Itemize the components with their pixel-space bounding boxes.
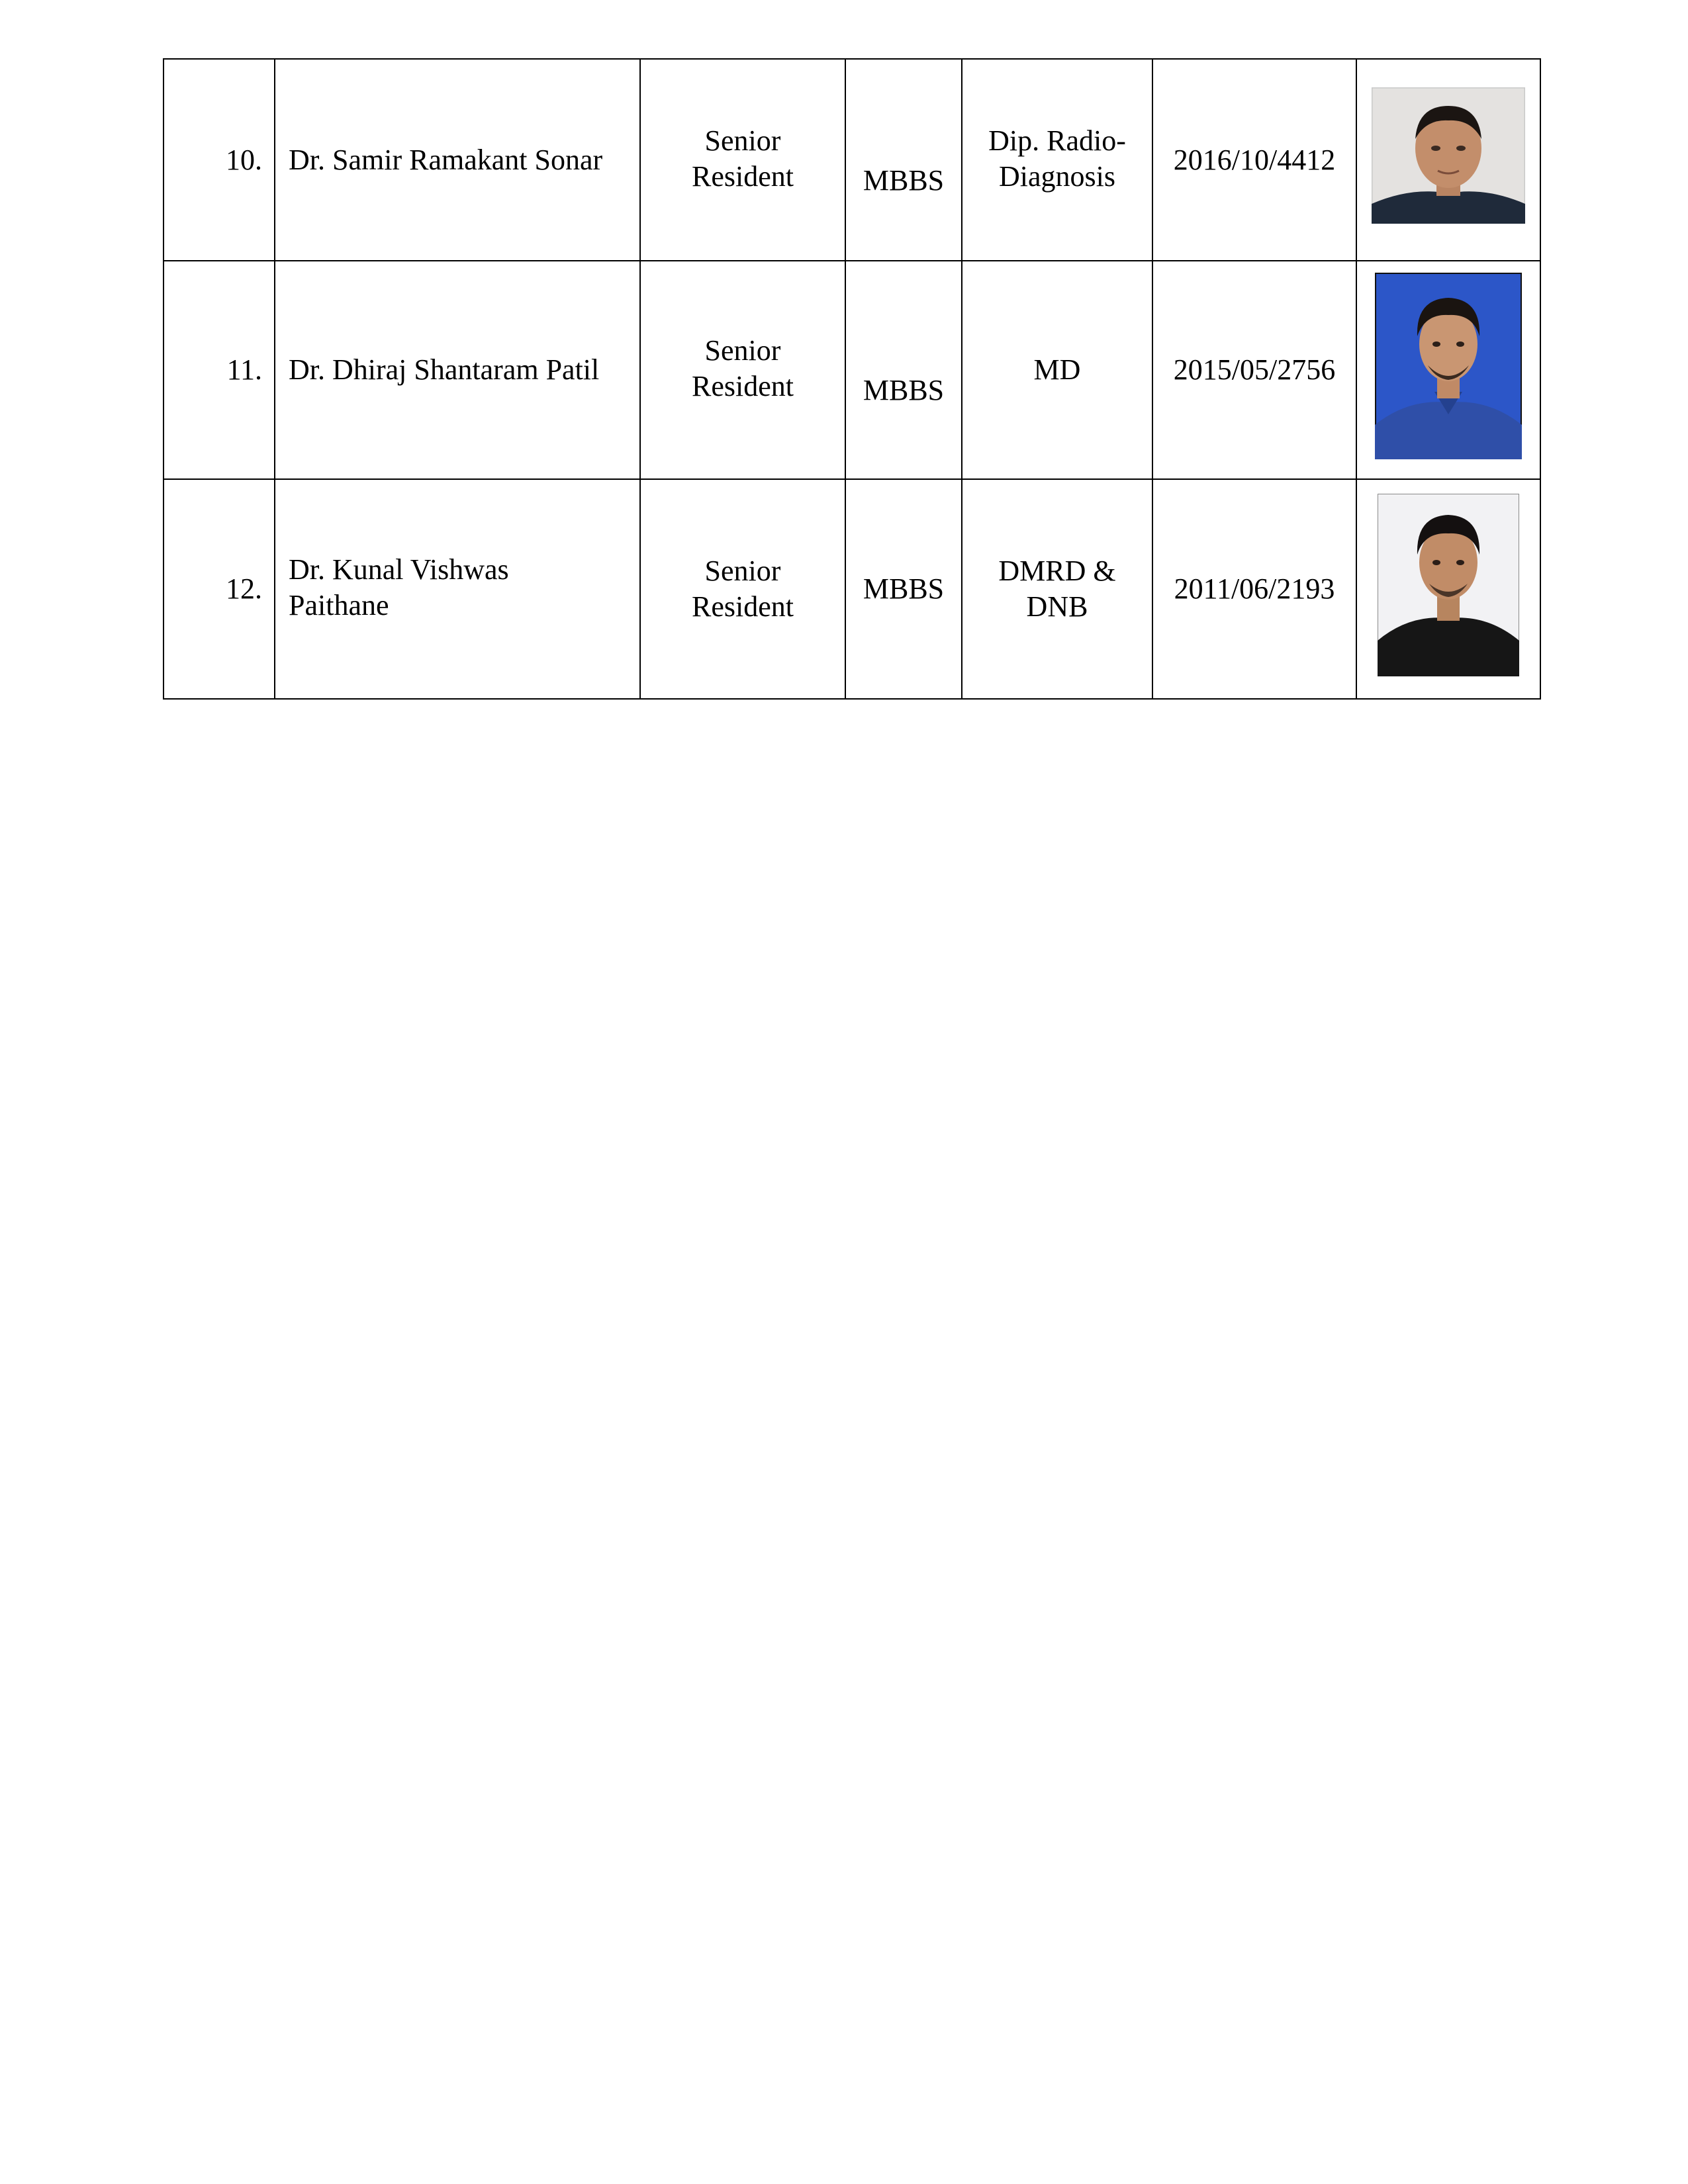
serial-number: 12. bbox=[164, 479, 275, 699]
ug-qualification-text: MBBS bbox=[863, 572, 945, 605]
doctor-name-text: Dr. Dhiraj Shantaram Patil bbox=[289, 353, 600, 386]
person-photo-icon bbox=[1375, 273, 1522, 459]
doctor-name bbox=[275, 261, 640, 479]
doctor-name-line-2: Paithane bbox=[289, 589, 389, 621]
designation bbox=[640, 59, 845, 261]
designation bbox=[640, 479, 845, 699]
serial-number: 11. bbox=[164, 261, 275, 479]
designation-line-2: Resident bbox=[692, 159, 794, 193]
person-photo-icon bbox=[1378, 494, 1519, 676]
designation-line-1: Senior bbox=[704, 555, 781, 587]
doctor-name bbox=[275, 59, 640, 261]
photo-cell bbox=[1356, 59, 1540, 261]
ug-qualification bbox=[845, 479, 962, 699]
faculty-table bbox=[163, 58, 1541, 700]
table-row bbox=[164, 59, 1540, 261]
person-photo-icon bbox=[1372, 87, 1525, 224]
designation-line-2: Resident bbox=[692, 370, 794, 402]
pg-line-2: DNB bbox=[1026, 590, 1088, 623]
serial-number: 10. bbox=[164, 59, 275, 261]
doctor-name-line-1: Dr. Kunal Vishwas bbox=[289, 553, 509, 586]
ug-qualification bbox=[845, 59, 962, 261]
photo-cell bbox=[1356, 261, 1540, 479]
pg-qualification bbox=[962, 59, 1152, 261]
table-row bbox=[164, 261, 1540, 479]
doctor-name-text: Dr. Samir Ramakant Sonar bbox=[289, 143, 603, 176]
designation-line-2: Resident bbox=[692, 590, 794, 623]
designation-line-1: Senior bbox=[704, 124, 781, 157]
ug-qualification bbox=[845, 261, 962, 479]
pg-qualification bbox=[962, 479, 1152, 699]
registration-number: 2015/05/2756 bbox=[1152, 261, 1356, 479]
table-row bbox=[164, 479, 1540, 699]
designation bbox=[640, 261, 845, 479]
pg-line-1: DMRD & bbox=[998, 555, 1116, 587]
designation-line-1: Senior bbox=[704, 334, 781, 367]
pg-line-1: Dip. Radio- bbox=[988, 124, 1126, 157]
pg-qualification bbox=[962, 261, 1152, 479]
ug-qualification-text: MBBS bbox=[863, 374, 945, 406]
pg-line-1: MD bbox=[1033, 353, 1081, 386]
photo-cell bbox=[1356, 479, 1540, 699]
ug-qualification-text: MBBS bbox=[863, 163, 945, 197]
pg-line-2: Diagnosis bbox=[999, 159, 1115, 193]
registration-number: 2016/10/4412 bbox=[1152, 59, 1356, 261]
registration-number: 2011/06/2193 bbox=[1152, 479, 1356, 699]
doctor-name bbox=[275, 479, 640, 699]
